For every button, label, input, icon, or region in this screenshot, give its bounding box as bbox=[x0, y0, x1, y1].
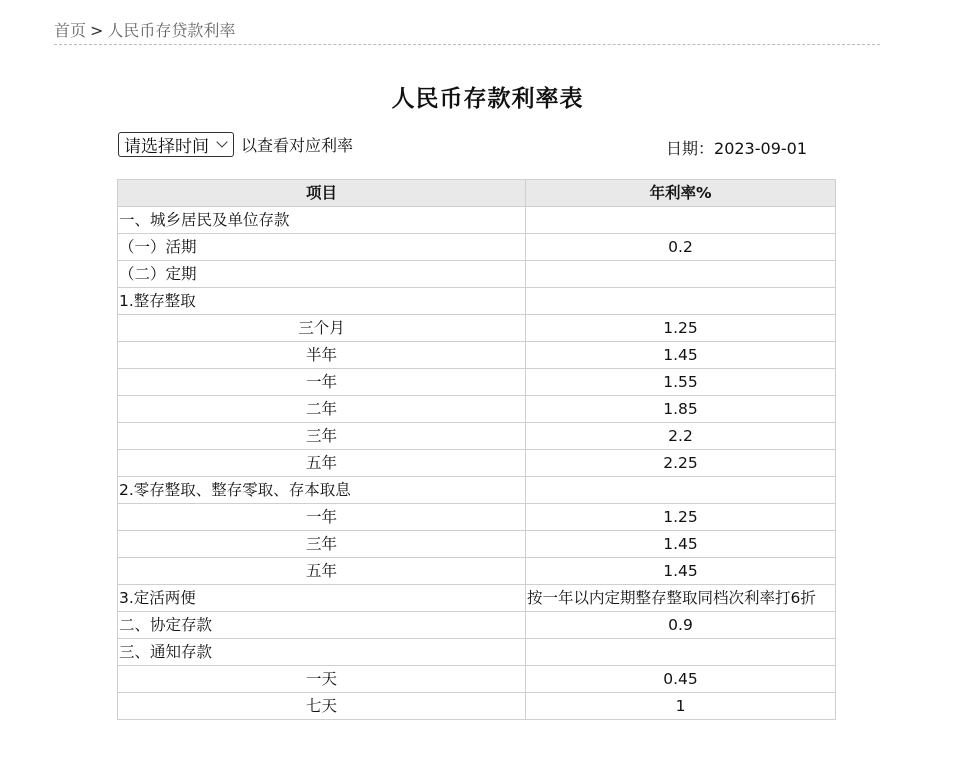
select-hint-text: 以查看对应利率 bbox=[241, 135, 354, 155]
cell-item: （二）定期 bbox=[118, 261, 526, 288]
cell-item: 三个月 bbox=[118, 315, 526, 342]
table-row bbox=[118, 477, 836, 504]
cell-item: 3.定活两便 bbox=[118, 585, 526, 612]
cell-rate: 0.45 bbox=[526, 666, 836, 693]
table-header-row bbox=[118, 180, 836, 207]
table-row bbox=[118, 207, 836, 234]
table-row bbox=[118, 396, 836, 423]
table-row bbox=[118, 585, 836, 612]
table-row bbox=[118, 423, 836, 450]
breadcrumb-home-link[interactable]: 首页 bbox=[54, 21, 87, 40]
cell-item: 2.零存整取、整存零取、存本取息 bbox=[118, 477, 526, 504]
table-row bbox=[118, 612, 836, 639]
cell-rate: 1.25 bbox=[526, 504, 836, 531]
cell-item: 五年 bbox=[118, 450, 526, 477]
cell-rate: 按一年以内定期整存整取同档次利率打6折 bbox=[526, 585, 836, 612]
cell-item: 一年 bbox=[118, 369, 526, 396]
breadcrumb bbox=[54, 20, 880, 45]
table-row bbox=[118, 639, 836, 666]
header-item: 项目 bbox=[118, 180, 526, 207]
chevron-down-icon bbox=[216, 136, 227, 147]
deposit-rate-table bbox=[117, 179, 836, 720]
cell-rate: 1 bbox=[526, 693, 836, 720]
cell-rate: 1.25 bbox=[526, 315, 836, 342]
table-row bbox=[118, 315, 836, 342]
cell-item: 半年 bbox=[118, 342, 526, 369]
table-row bbox=[118, 369, 836, 396]
cell-rate bbox=[526, 477, 836, 504]
cell-rate bbox=[526, 261, 836, 288]
table-body bbox=[118, 207, 836, 720]
cell-item: 五年 bbox=[118, 558, 526, 585]
breadcrumb-current-link[interactable]: 人民币存贷款利率 bbox=[107, 21, 236, 40]
cell-item: 二年 bbox=[118, 396, 526, 423]
cell-rate: 1.45 bbox=[526, 531, 836, 558]
cell-item: 1.整存整取 bbox=[118, 288, 526, 315]
page-title: 人民币存款利率表 bbox=[391, 86, 584, 112]
date-value: 2023-09-01 bbox=[714, 139, 807, 158]
cell-item: 一、城乡居民及单位存款 bbox=[118, 207, 526, 234]
time-select-dropdown[interactable] bbox=[118, 132, 234, 157]
breadcrumb-separator: > bbox=[90, 21, 104, 40]
time-controls bbox=[118, 131, 353, 157]
cell-item: 三、通知存款 bbox=[118, 639, 526, 666]
cell-rate bbox=[526, 288, 836, 315]
cell-rate bbox=[526, 207, 836, 234]
cell-rate: 1.45 bbox=[526, 558, 836, 585]
table-row bbox=[118, 342, 836, 369]
table-row bbox=[118, 450, 836, 477]
cell-rate: 0.2 bbox=[526, 234, 836, 261]
header-annual-rate: 年利率% bbox=[526, 180, 836, 207]
table-row bbox=[118, 261, 836, 288]
date-display bbox=[666, 136, 807, 159]
cell-rate bbox=[526, 639, 836, 666]
cell-rate: 2.25 bbox=[526, 450, 836, 477]
cell-item: 一天 bbox=[118, 666, 526, 693]
cell-item: 一年 bbox=[118, 504, 526, 531]
cell-item: 三年 bbox=[118, 423, 526, 450]
cell-rate: 0.9 bbox=[526, 612, 836, 639]
cell-item: 二、协定存款 bbox=[118, 612, 526, 639]
table-row bbox=[118, 666, 836, 693]
cell-rate: 1.55 bbox=[526, 369, 836, 396]
table-row bbox=[118, 288, 836, 315]
table-row bbox=[118, 531, 836, 558]
cell-item: （一）活期 bbox=[118, 234, 526, 261]
time-select-value: 请选择时间 bbox=[124, 136, 209, 157]
table-row bbox=[118, 558, 836, 585]
cell-rate: 1.45 bbox=[526, 342, 836, 369]
cell-item: 三年 bbox=[118, 531, 526, 558]
cell-rate: 1.85 bbox=[526, 396, 836, 423]
date-label: 日期： bbox=[666, 139, 715, 158]
cell-rate: 2.2 bbox=[526, 423, 836, 450]
table-row bbox=[118, 504, 836, 531]
table-row bbox=[118, 693, 836, 720]
cell-item: 七天 bbox=[118, 693, 526, 720]
table-row bbox=[118, 234, 836, 261]
